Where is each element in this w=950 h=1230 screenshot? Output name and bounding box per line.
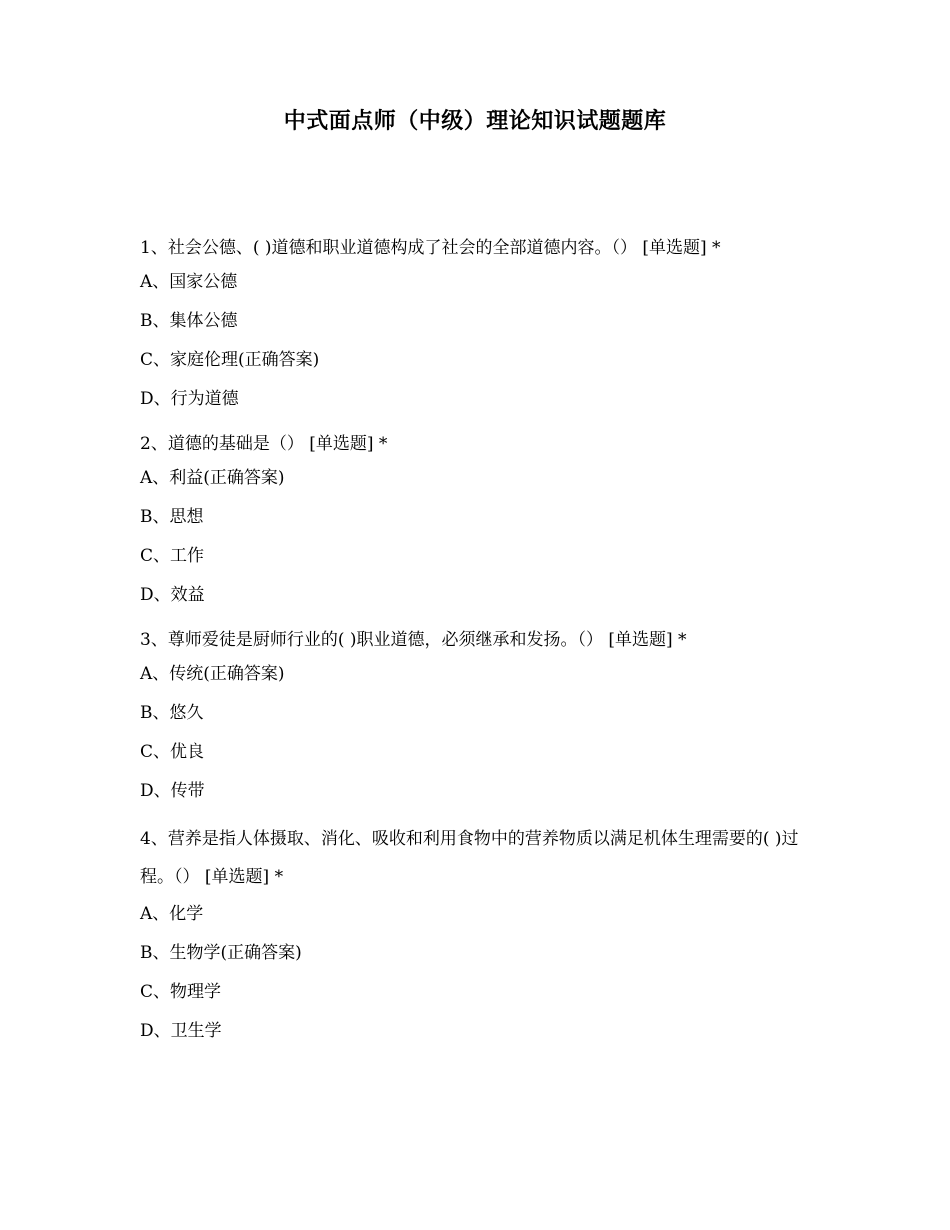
- page-title: 中式面点师（中级）理论知识试题题库: [283, 109, 667, 134]
- question-text: 3、尊师爱徒是厨师行业的( )职业道德，必须继承和发扬。（） [单选题] *: [140, 630, 687, 650]
- option-a: A、化学: [140, 904, 204, 924]
- question-2: [140, 428, 820, 607]
- question-text: 1、社会公德、( )道德和职业道德构成了社会的全部道德内容。（） [单选题] *: [140, 238, 721, 258]
- option-c: C、物理学: [140, 982, 222, 1002]
- option-c: C、工作: [140, 546, 205, 566]
- question-text: 4、营养是指人体摄取、消化、吸收和利用食物中的营养物质以满足机体生理需要的( )过程。（） [单选题] *: [140, 829, 799, 887]
- option-b: B、生物学(正确答案): [140, 943, 302, 963]
- question-1: [140, 232, 820, 411]
- option-d: D、传带: [140, 781, 205, 801]
- option-b: B、思想: [140, 507, 204, 527]
- question-text: 2、道德的基础是（） [单选题] *: [140, 434, 388, 454]
- question-list: [140, 232, 820, 1060]
- option-c: C、优良: [140, 742, 205, 762]
- question-4: [140, 820, 820, 1043]
- option-d: D、卫生学: [140, 1021, 222, 1041]
- option-a: A、国家公德: [140, 272, 238, 292]
- option-d: D、效益: [140, 585, 205, 605]
- option-b: B、集体公德: [140, 311, 238, 331]
- option-b: B、悠久: [140, 703, 204, 723]
- option-a: A、传统(正确答案): [140, 664, 285, 684]
- question-3: [140, 624, 820, 803]
- option-d: D、行为道德: [140, 389, 239, 409]
- option-c: C、家庭伦理(正确答案): [140, 350, 320, 370]
- option-a: A、利益(正确答案): [140, 468, 285, 488]
